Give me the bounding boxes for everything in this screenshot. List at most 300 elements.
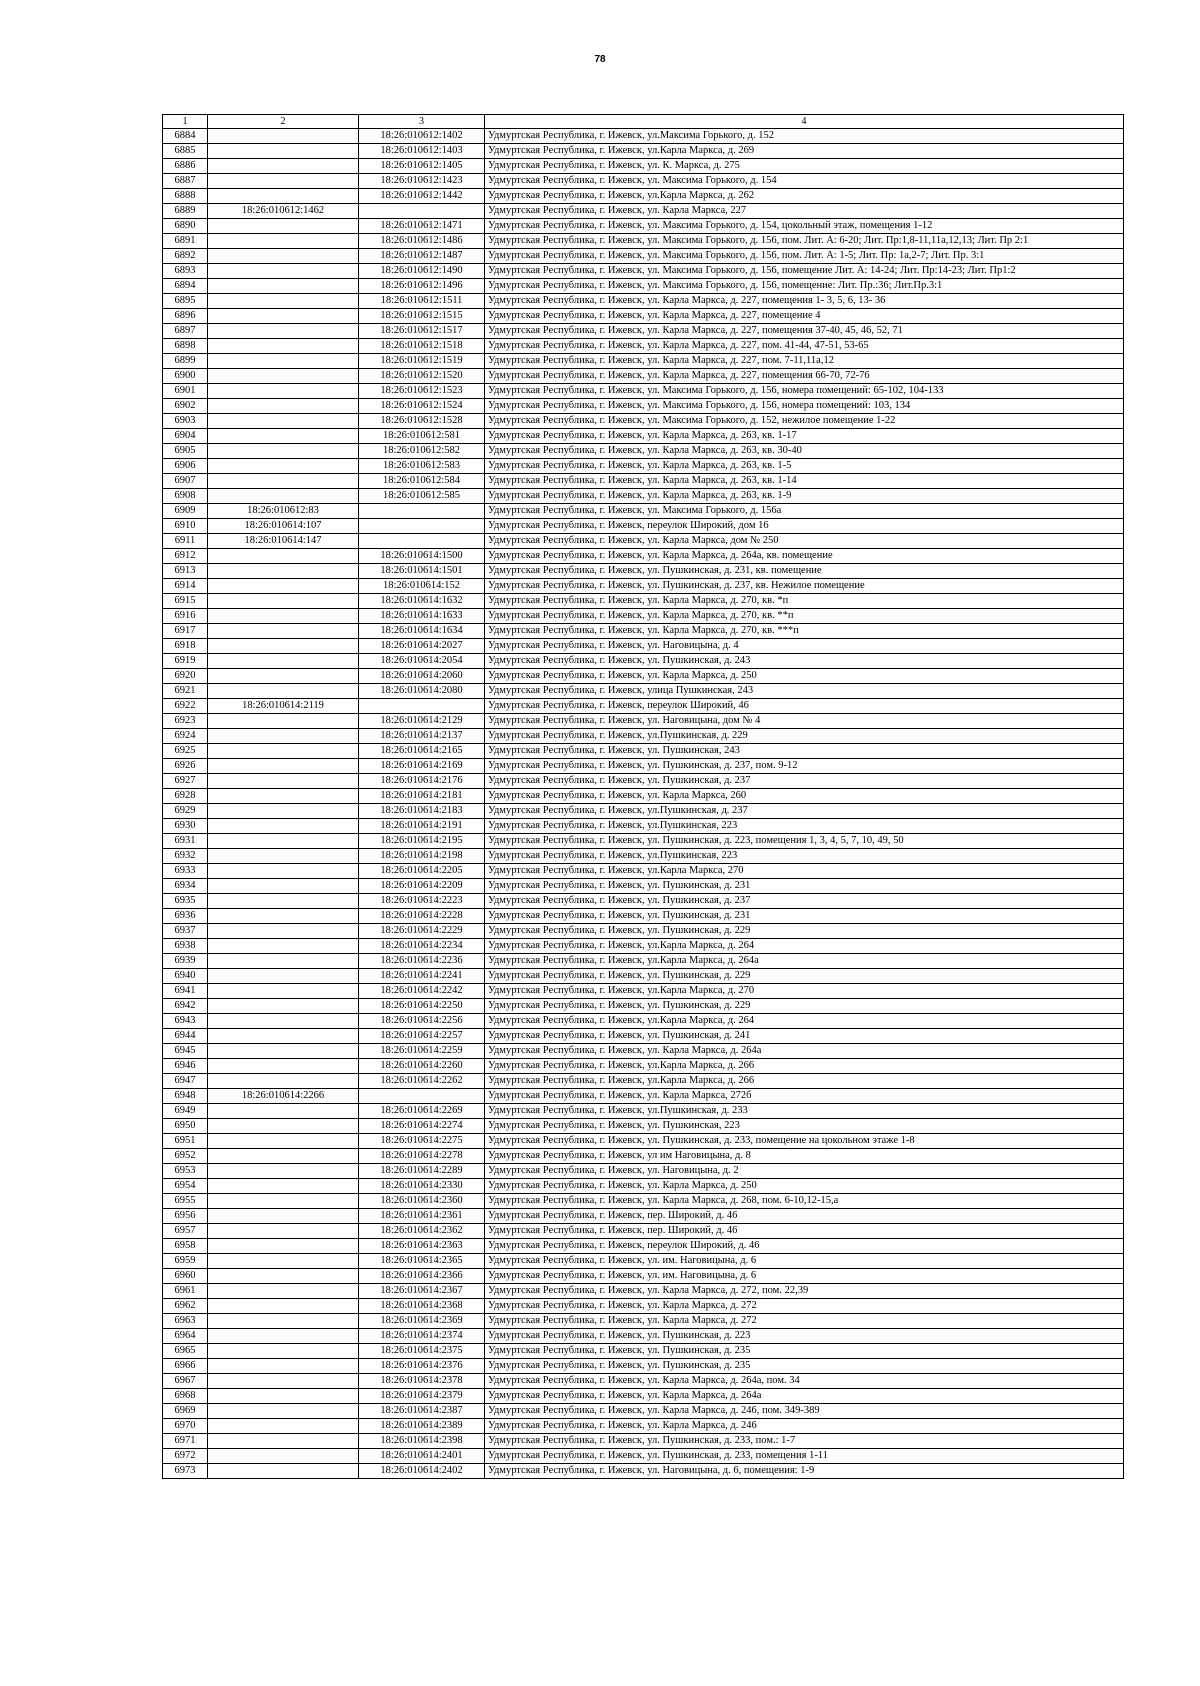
table-row xyxy=(163,1329,1124,1344)
address: Удмуртская Республика, г. Ижевск, ул. Максима Горького, д. 154 xyxy=(485,174,1124,189)
address: Удмуртская Республика, г. Ижевск, ул. Карла Маркса, 260 xyxy=(485,789,1124,804)
table-row xyxy=(163,174,1124,189)
table-row xyxy=(163,414,1124,429)
cadastral-number-premises: 18:26:010614:2378 xyxy=(359,1374,485,1389)
cadastral-number-building xyxy=(208,1044,359,1059)
address: Удмуртская Республика, г. Ижевск, ул. Пушкинская, д. 223 xyxy=(485,1329,1124,1344)
address: Удмуртская Республика, г. Ижевск, ул. Пушкинская, д. 231 xyxy=(485,909,1124,924)
row-number: 6914 xyxy=(163,579,208,594)
cadastral-number-premises: 18:26:010614:1633 xyxy=(359,609,485,624)
table-row xyxy=(163,369,1124,384)
row-number: 6949 xyxy=(163,1104,208,1119)
row-number: 6945 xyxy=(163,1044,208,1059)
cadastral-number-premises: 18:26:010614:2260 xyxy=(359,1059,485,1074)
table-row xyxy=(163,579,1124,594)
address: Удмуртская Республика, г. Ижевск, ул. Карла Маркса, д. 227, помещение 4 xyxy=(485,309,1124,324)
cadastral-number-building xyxy=(208,954,359,969)
cadastral-number-building xyxy=(208,1149,359,1164)
row-number: 6934 xyxy=(163,879,208,894)
table-row xyxy=(163,1419,1124,1434)
address: Удмуртская Республика, г. Ижевск, пер. Широкий, д. 46 xyxy=(485,1224,1124,1239)
address: Удмуртская Республика, г. Ижевск, ул. Карла Маркса, д. 272, пом. 22,39 xyxy=(485,1284,1124,1299)
row-number: 6932 xyxy=(163,849,208,864)
table-row xyxy=(163,1179,1124,1194)
table-row xyxy=(163,684,1124,699)
cadastral-number-building xyxy=(208,879,359,894)
cadastral-number-building xyxy=(208,1224,359,1239)
table-row xyxy=(163,294,1124,309)
cadastral-number-building xyxy=(208,234,359,249)
cadastral-number-premises: 18:26:010614:2330 xyxy=(359,1179,485,1194)
row-number: 6923 xyxy=(163,714,208,729)
address: Удмуртская Республика, г. Ижевск, ул. Карла Маркса, д. 250 xyxy=(485,1179,1124,1194)
cadastral-number-building xyxy=(208,159,359,174)
cadastral-number-building: 18:26:010614:2119 xyxy=(208,699,359,714)
address: Удмуртская Республика, г. Ижевск, ул. Карла Маркса, д. 263, кв. 1-9 xyxy=(485,489,1124,504)
address: Удмуртская Республика, г. Ижевск, ул. Карла Маркса, д. 270, кв. **п xyxy=(485,609,1124,624)
cadastral-number-building xyxy=(208,579,359,594)
table-row xyxy=(163,624,1124,639)
table-row xyxy=(163,909,1124,924)
cadastral-number-premises: 18:26:010612:1403 xyxy=(359,144,485,159)
address: Удмуртская Республика, г. Ижевск, ул. Карла Маркса, д. 227, помещения 1- 3, 5, 6, 13- 36 xyxy=(485,294,1124,309)
row-number: 6903 xyxy=(163,414,208,429)
cadastral-number-building xyxy=(208,294,359,309)
table-row xyxy=(163,549,1124,564)
cadastral-number-building xyxy=(208,1119,359,1134)
cadastral-number-premises: 18:26:010614:2129 xyxy=(359,714,485,729)
address: Удмуртская Республика, г. Ижевск, ул.Карла Маркса, д. 266 xyxy=(485,1059,1124,1074)
row-number: 6966 xyxy=(163,1359,208,1374)
table-row xyxy=(163,1194,1124,1209)
row-number: 6939 xyxy=(163,954,208,969)
table-row xyxy=(163,1209,1124,1224)
cadastral-number-building xyxy=(208,819,359,834)
row-number: 6894 xyxy=(163,279,208,294)
cadastral-number-building xyxy=(208,1179,359,1194)
cadastral-number-building xyxy=(208,1209,359,1224)
cadastral-number-building xyxy=(208,984,359,999)
cadastral-number-building xyxy=(208,129,359,144)
cadastral-number-building xyxy=(208,1389,359,1404)
address: Удмуртская Республика, г. Ижевск, ул. Максима Горького, д. 156, номера помещений: 103, 134 xyxy=(485,399,1124,414)
table-row xyxy=(163,639,1124,654)
row-number: 6971 xyxy=(163,1434,208,1449)
table-row xyxy=(163,969,1124,984)
address: Удмуртская Республика, г. Ижевск, ул. Пушкинская, д. 233, помещения 1-11 xyxy=(485,1449,1124,1464)
row-number: 6967 xyxy=(163,1374,208,1389)
row-number: 6951 xyxy=(163,1134,208,1149)
cadastral-number-building xyxy=(208,924,359,939)
cadastral-number-building xyxy=(208,1314,359,1329)
cadastral-number-premises: 18:26:010614:2387 xyxy=(359,1404,485,1419)
cadastral-number-premises: 18:26:010614:2228 xyxy=(359,909,485,924)
address: Удмуртская Республика, г. Ижевск, переулок Широкий, 46 xyxy=(485,699,1124,714)
cadastral-number-premises: 18:26:010614:2054 xyxy=(359,654,485,669)
row-number: 6933 xyxy=(163,864,208,879)
cadastral-number-building xyxy=(208,279,359,294)
row-number: 6937 xyxy=(163,924,208,939)
address: Удмуртская Республика, г. Ижевск, ул.Карла Маркса, 270 xyxy=(485,864,1124,879)
address: Удмуртская Республика, г. Ижевск, ул. Карла Маркса, д. 246 xyxy=(485,1419,1124,1434)
cadastral-number-building xyxy=(208,999,359,1014)
cadastral-number-premises: 18:26:010614:2137 xyxy=(359,729,485,744)
cadastral-number-premises: 18:26:010614:2367 xyxy=(359,1284,485,1299)
table-row xyxy=(163,1029,1124,1044)
table-row xyxy=(163,1089,1124,1104)
cadastral-number-premises: 18:26:010614:2361 xyxy=(359,1209,485,1224)
cadastral-number-building: 18:26:010614:107 xyxy=(208,519,359,534)
cadastral-number-premises: 18:26:010614:2191 xyxy=(359,819,485,834)
cadastral-number-building xyxy=(208,189,359,204)
cadastral-number-premises: 18:26:010612:1405 xyxy=(359,159,485,174)
cadastral-number-building xyxy=(208,489,359,504)
table-row xyxy=(163,309,1124,324)
address: Удмуртская Республика, г. Ижевск, ул. Пушкинская, д. 229 xyxy=(485,969,1124,984)
row-number: 6965 xyxy=(163,1344,208,1359)
cadastral-number-premises: 18:26:010614:2389 xyxy=(359,1419,485,1434)
cadastral-number-building xyxy=(208,1299,359,1314)
table-row xyxy=(163,1044,1124,1059)
row-number: 6956 xyxy=(163,1209,208,1224)
cadastral-number-premises: 18:26:010612:1518 xyxy=(359,339,485,354)
table-row xyxy=(163,1449,1124,1464)
cadastral-number-building xyxy=(208,639,359,654)
cadastral-number-building: 18:26:010612:1462 xyxy=(208,204,359,219)
cadastral-number-premises: 18:26:010614:2229 xyxy=(359,924,485,939)
cadastral-number-building xyxy=(208,414,359,429)
address: Удмуртская Республика, г. Ижевск, ул. Максима Горького, д. 156а xyxy=(485,504,1124,519)
cadastral-number-building xyxy=(208,264,359,279)
cadastral-number-premises xyxy=(359,204,485,219)
cadastral-number-premises: 18:26:010614:2274 xyxy=(359,1119,485,1134)
row-number: 6930 xyxy=(163,819,208,834)
address: Удмуртская Республика, г. Ижевск, ул. Наговицына, д. 2 xyxy=(485,1164,1124,1179)
row-number: 6944 xyxy=(163,1029,208,1044)
row-number: 6943 xyxy=(163,1014,208,1029)
table-row xyxy=(163,954,1124,969)
cadastral-number-premises xyxy=(359,1089,485,1104)
cadastral-number-premises: 18:26:010614:2269 xyxy=(359,1104,485,1119)
table-row xyxy=(163,1269,1124,1284)
row-number: 6928 xyxy=(163,789,208,804)
cadastral-number-premises: 18:26:010614:1500 xyxy=(359,549,485,564)
table-row xyxy=(163,159,1124,174)
address: Удмуртская Республика, г. Ижевск, ул. Карла Маркса, д. 270, кв. *п xyxy=(485,594,1124,609)
row-number: 6901 xyxy=(163,384,208,399)
row-number: 6885 xyxy=(163,144,208,159)
address: Удмуртская Республика, г. Ижевск, ул. Максима Горького, д. 156, пом. Лит. А: 6-20; Лит. Пр:1,8-11,11а,12,13; Лит. Пр 2:1 xyxy=(485,234,1124,249)
address: Удмуртская Республика, г. Ижевск, ул. Карла Маркса, д. 263, кв. 1-5 xyxy=(485,459,1124,474)
cadastral-number-premises: 18:26:010614:2181 xyxy=(359,789,485,804)
row-number: 6911 xyxy=(163,534,208,549)
table-row xyxy=(163,1314,1124,1329)
address: Удмуртская Республика, г. Ижевск, ул. Максима Горького, д. 152, нежилое помещение 1-22 xyxy=(485,414,1124,429)
cadastral-number-premises: 18:26:010614:2375 xyxy=(359,1344,485,1359)
table-row xyxy=(163,774,1124,789)
table-row xyxy=(163,999,1124,1014)
cadastral-number-building xyxy=(208,474,359,489)
address: Удмуртская Республика, г. Ижевск, ул. Карла Маркса, д. 227, помещения 37-40, 45, 46, 52, 71 xyxy=(485,324,1124,339)
cadastral-number-premises: 18:26:010612:1511 xyxy=(359,294,485,309)
table-row xyxy=(163,1389,1124,1404)
cadastral-number-premises: 18:26:010614:2080 xyxy=(359,684,485,699)
address: Удмуртская Республика, г. Ижевск, ул. Карла Маркса, д. 263, кв. 30-40 xyxy=(485,444,1124,459)
cadastral-number-premises: 18:26:010614:2379 xyxy=(359,1389,485,1404)
cadastral-number-building xyxy=(208,894,359,909)
cadastral-number-premises: 18:26:010612:1402 xyxy=(359,129,485,144)
row-number: 6926 xyxy=(163,759,208,774)
address: Удмуртская Республика, г. Ижевск, ул. Карла Маркса, д. 264а xyxy=(485,1044,1124,1059)
address: Удмуртская Республика, г. Ижевск, ул. им. Наговицына, д. 6 xyxy=(485,1254,1124,1269)
address: Удмуртская Республика, г. Ижевск, ул. Карла Маркса, 272б xyxy=(485,1089,1124,1104)
table-row xyxy=(163,1284,1124,1299)
table-row xyxy=(163,129,1124,144)
row-number: 6889 xyxy=(163,204,208,219)
row-number: 6962 xyxy=(163,1299,208,1314)
row-number: 6899 xyxy=(163,354,208,369)
table-row xyxy=(163,204,1124,219)
cadastral-number-building xyxy=(208,624,359,639)
row-number: 6941 xyxy=(163,984,208,999)
table-row xyxy=(163,714,1124,729)
cadastral-number-building xyxy=(208,669,359,684)
row-number: 6897 xyxy=(163,324,208,339)
row-number: 6953 xyxy=(163,1164,208,1179)
table-row xyxy=(163,1254,1124,1269)
table-row xyxy=(163,1344,1124,1359)
row-number: 6959 xyxy=(163,1254,208,1269)
cadastral-number-premises: 18:26:010614:2257 xyxy=(359,1029,485,1044)
cadastral-number-building xyxy=(208,459,359,474)
cadastral-number-premises: 18:26:010612:1520 xyxy=(359,369,485,384)
address: Удмуртская Республика, г. Ижевск, ул. Пушкинская, д. 231, кв. помещение xyxy=(485,564,1124,579)
row-number: 6913 xyxy=(163,564,208,579)
table-row xyxy=(163,384,1124,399)
address: Удмуртская Республика, г. Ижевск, ул. Пушкинская, д. 231 xyxy=(485,879,1124,894)
cadastral-number-building xyxy=(208,714,359,729)
cadastral-number-premises: 18:26:010612:1486 xyxy=(359,234,485,249)
cadastral-number-building xyxy=(208,354,359,369)
cadastral-number-premises: 18:26:010614:2278 xyxy=(359,1149,485,1164)
row-number: 6960 xyxy=(163,1269,208,1284)
row-number: 6916 xyxy=(163,609,208,624)
cadastral-number-building xyxy=(208,249,359,264)
cadastral-number-building xyxy=(208,969,359,984)
address: Удмуртская Республика, г. Ижевск, ул.Карла Маркса, д. 262 xyxy=(485,189,1124,204)
cadastral-number-premises: 18:26:010614:2165 xyxy=(359,744,485,759)
address: Удмуртская Республика, г. Ижевск, ул. Пушкинская, д. 241 xyxy=(485,1029,1124,1044)
table-row xyxy=(163,534,1124,549)
table-row xyxy=(163,489,1124,504)
address: Удмуртская Республика, г. Ижевск, ул. Карла Маркса, д. 227, пом. 7-11,11а,12 xyxy=(485,354,1124,369)
cadastral-number-premises: 18:26:010614:2241 xyxy=(359,969,485,984)
cadastral-number-premises: 18:26:010614:2198 xyxy=(359,849,485,864)
cadastral-number-building: 18:26:010612:83 xyxy=(208,504,359,519)
cadastral-number-premises: 18:26:010612:1519 xyxy=(359,354,485,369)
row-number: 6891 xyxy=(163,234,208,249)
address: Удмуртская Республика, г. Ижевск, ул.Пушкинская, 223 xyxy=(485,819,1124,834)
row-number: 6968 xyxy=(163,1389,208,1404)
table-row xyxy=(163,984,1124,999)
cadastral-number-premises: 18:26:010612:1487 xyxy=(359,249,485,264)
table-row xyxy=(163,459,1124,474)
cadastral-number-premises: 18:26:010614:2362 xyxy=(359,1224,485,1239)
address: Удмуртская Республика, г. Ижевск, ул. Карла Маркса, д. 270, кв. ***п xyxy=(485,624,1124,639)
table-row xyxy=(163,924,1124,939)
table-row xyxy=(163,1074,1124,1089)
address: Удмуртская Республика, г. Ижевск, ул. Карла Маркса, д. 264а xyxy=(485,1389,1124,1404)
cadastral-number-premises: 18:26:010612:584 xyxy=(359,474,485,489)
cadastral-number-premises: 18:26:010614:2366 xyxy=(359,1269,485,1284)
cadastral-number-premises: 18:26:010614:2169 xyxy=(359,759,485,774)
row-number: 6973 xyxy=(163,1464,208,1479)
cadastral-number-building xyxy=(208,564,359,579)
row-number: 6938 xyxy=(163,939,208,954)
cadastral-number-building xyxy=(208,1419,359,1434)
table-row xyxy=(163,654,1124,669)
address: Удмуртская Республика, г. Ижевск, ул. Наговицына, д. 6, помещения: 1-9 xyxy=(485,1464,1124,1479)
table-header-row xyxy=(163,115,1124,129)
address: Удмуртская Республика, г. Ижевск, ул. Пушкинская, д. 237, кв. Нежилое помещение xyxy=(485,579,1124,594)
row-number: 6915 xyxy=(163,594,208,609)
row-number: 6972 xyxy=(163,1449,208,1464)
row-number: 6909 xyxy=(163,504,208,519)
address: Удмуртская Республика, г. Ижевск, ул. Карла Маркса, д. 268, пом. 6-10,12-15,а xyxy=(485,1194,1124,1209)
table-row xyxy=(163,264,1124,279)
address: Удмуртская Республика, г. Ижевск, ул.Пушкинская, д. 229 xyxy=(485,729,1124,744)
row-number: 6931 xyxy=(163,834,208,849)
cadastral-number-premises: 18:26:010614:2374 xyxy=(359,1329,485,1344)
table-row xyxy=(163,744,1124,759)
cadastral-number-premises: 18:26:010614:2360 xyxy=(359,1194,485,1209)
table-row xyxy=(163,729,1124,744)
address: Удмуртская Республика, г. Ижевск, ул. Максима Горького, д. 156, помещение: Лит. Пр.:36; Лит.Пр.3:1 xyxy=(485,279,1124,294)
address: Удмуртская Республика, г. Ижевск, ул. Карла Маркса, д. 250 xyxy=(485,669,1124,684)
table-row xyxy=(163,1359,1124,1374)
cadastral-number-building xyxy=(208,1254,359,1269)
address: Удмуртская Республика, г. Ижевск, ул.Карла Маркса, д. 270 xyxy=(485,984,1124,999)
table-row xyxy=(163,759,1124,774)
address: Удмуртская Республика, г. Ижевск, ул. Карла Маркса, дом № 250 xyxy=(485,534,1124,549)
table-row xyxy=(163,324,1124,339)
cadastral-number-premises: 18:26:010614:2401 xyxy=(359,1449,485,1464)
row-number: 6886 xyxy=(163,159,208,174)
cadastral-number-premises: 18:26:010614:2402 xyxy=(359,1464,485,1479)
cadastral-number-building xyxy=(208,309,359,324)
cadastral-number-premises: 18:26:010614:2369 xyxy=(359,1314,485,1329)
table-row xyxy=(163,834,1124,849)
cadastral-number-premises: 18:26:010614:2398 xyxy=(359,1434,485,1449)
cadastral-number-premises: 18:26:010614:2060 xyxy=(359,669,485,684)
address: Удмуртская Республика, г. Ижевск, ул.Пушкинская, д. 233 xyxy=(485,1104,1124,1119)
address: Удмуртская Республика, г. Ижевск, ул. Пушкинская, д. 223, помещения 1, 3, 4, 5, 7, 10, 49, 50 xyxy=(485,834,1124,849)
address: Удмуртская Республика, г. Ижевск, ул. Карла Маркса, д. 264а, кв. помещение xyxy=(485,549,1124,564)
row-number: 6917 xyxy=(163,624,208,639)
cadastral-number-premises: 18:26:010614:2027 xyxy=(359,639,485,654)
address: Удмуртская Республика, г. Ижевск, ул. Карла Маркса, д. 246, пом. 349-389 xyxy=(485,1404,1124,1419)
cadastral-number-building xyxy=(208,1449,359,1464)
row-number: 6898 xyxy=(163,339,208,354)
table-row xyxy=(163,1164,1124,1179)
cadastral-number-premises: 18:26:010614:2176 xyxy=(359,774,485,789)
address: Удмуртская Республика, г. Ижевск, ул. им. Наговицына, д. 6 xyxy=(485,1269,1124,1284)
address: Удмуртская Республика, г. Ижевск, ул. Карла Маркса, д. 263, кв. 1-14 xyxy=(485,474,1124,489)
page-number: 78 xyxy=(594,54,606,65)
address: Удмуртская Республика, г. Ижевск, ул.Максима Горького, д. 152 xyxy=(485,129,1124,144)
cadastral-number-building xyxy=(208,729,359,744)
table-row xyxy=(163,1239,1124,1254)
cadastral-number-premises: 18:26:010612:1496 xyxy=(359,279,485,294)
table-row xyxy=(163,789,1124,804)
cadastral-number-building xyxy=(208,444,359,459)
cadastral-number-premises: 18:26:010614:2195 xyxy=(359,834,485,849)
address: Удмуртская Республика, г. Ижевск, улица Пушкинская, 243 xyxy=(485,684,1124,699)
table-row xyxy=(163,1119,1124,1134)
cadastral-number-premises: 18:26:010614:2262 xyxy=(359,1074,485,1089)
table-row xyxy=(163,519,1124,534)
cadastral-number-building xyxy=(208,1269,359,1284)
address: Удмуртская Республика, г. Ижевск, ул. Пушкинская, д. 235 xyxy=(485,1359,1124,1374)
address: Удмуртская Республика, г. Ижевск, ул.Пушкинская, д. 237 xyxy=(485,804,1124,819)
table-row xyxy=(163,504,1124,519)
row-number: 6905 xyxy=(163,444,208,459)
address: Удмуртская Республика, г. Ижевск, ул.Карла Маркса, д. 264 xyxy=(485,939,1124,954)
row-number: 6900 xyxy=(163,369,208,384)
cadastral-number-building xyxy=(208,684,359,699)
row-number: 6921 xyxy=(163,684,208,699)
table-body xyxy=(163,129,1124,1479)
row-number: 6895 xyxy=(163,294,208,309)
cadastral-number-premises: 18:26:010612:1515 xyxy=(359,309,485,324)
address: Удмуртская Республика, г. Ижевск, ул. К. Маркса, д. 275 xyxy=(485,159,1124,174)
cadastral-number-building xyxy=(208,399,359,414)
cadastral-number-premises: 18:26:010614:2183 xyxy=(359,804,485,819)
row-number: 6920 xyxy=(163,669,208,684)
cadastral-number-building xyxy=(208,759,359,774)
address: Удмуртская Республика, г. Ижевск, ул.Карла Маркса, д. 264 xyxy=(485,1014,1124,1029)
row-number: 6946 xyxy=(163,1059,208,1074)
cadastral-number-premises: 18:26:010614:2234 xyxy=(359,939,485,954)
row-number: 6927 xyxy=(163,774,208,789)
table-row xyxy=(163,144,1124,159)
table-row xyxy=(163,894,1124,909)
cadastral-number-building xyxy=(208,1164,359,1179)
header-col-3: 3 xyxy=(359,115,485,129)
row-number: 6942 xyxy=(163,999,208,1014)
table-row xyxy=(163,219,1124,234)
cadastral-number-building xyxy=(208,774,359,789)
table-row xyxy=(163,444,1124,459)
address: Удмуртская Республика, г. Ижевск, ул. Пушкинская, 223 xyxy=(485,1119,1124,1134)
table-row xyxy=(163,564,1124,579)
table-row xyxy=(163,1299,1124,1314)
header-col-2: 2 xyxy=(208,115,359,129)
row-number: 6918 xyxy=(163,639,208,654)
address: Удмуртская Республика, г. Ижевск, ул. Максима Горького, д. 156, номера помещений: 65-102, 104-133 xyxy=(485,384,1124,399)
row-number: 6950 xyxy=(163,1119,208,1134)
cadastral-number-building xyxy=(208,339,359,354)
row-number: 6888 xyxy=(163,189,208,204)
table-row xyxy=(163,1434,1124,1449)
header-col-4: 4 xyxy=(485,115,1124,129)
row-number: 6948 xyxy=(163,1089,208,1104)
table-row xyxy=(163,849,1124,864)
address: Удмуртская Республика, г. Ижевск, ул. Пушкинская, д. 233, пом.: 1-7 xyxy=(485,1434,1124,1449)
address: Удмуртская Республика, г. Ижевск, ул.Карла Маркса, д. 269 xyxy=(485,144,1124,159)
cadastral-number-building: 18:26:010614:2266 xyxy=(208,1089,359,1104)
cadastral-number-premises: 18:26:010612:1471 xyxy=(359,219,485,234)
